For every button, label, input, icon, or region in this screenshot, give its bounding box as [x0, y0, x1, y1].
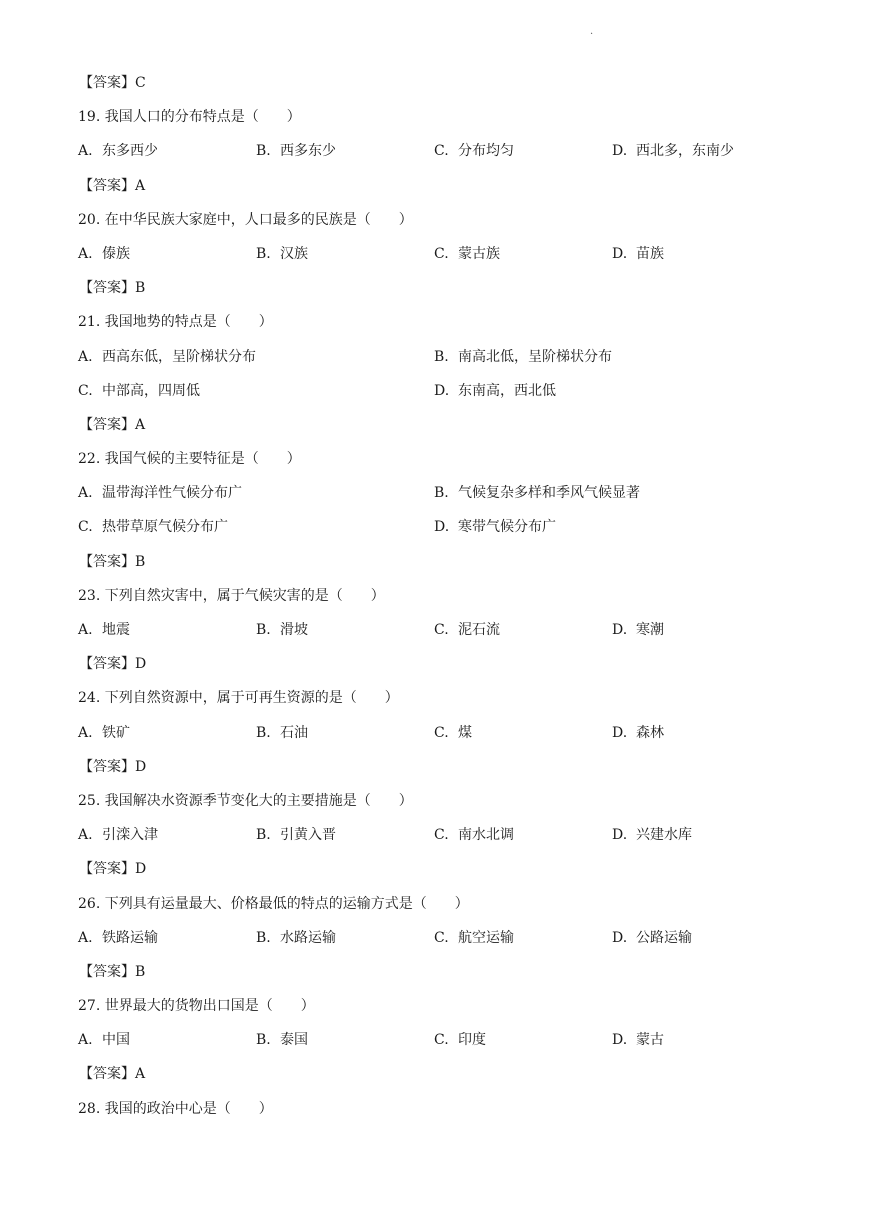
options-row	[78, 137, 798, 171]
option	[78, 479, 434, 513]
question-text: 22. 我国气候的主要特征是（ ）	[78, 451, 301, 468]
option	[78, 821, 256, 855]
option	[78, 513, 434, 547]
option-letter: D.	[612, 827, 628, 844]
question-text: 21. 我国地势的特点是（ ）	[78, 314, 273, 331]
option	[78, 719, 256, 753]
answer-line	[78, 69, 798, 103]
option	[434, 377, 790, 411]
option-text: 中国	[102, 1032, 130, 1049]
option-text: 蒙古	[636, 1032, 664, 1049]
option-letter: B.	[434, 485, 449, 502]
option-letter: D.	[434, 382, 450, 399]
option	[78, 137, 256, 171]
question-line	[78, 890, 798, 924]
answer-line	[78, 274, 798, 308]
option-letter: A.	[78, 245, 93, 262]
option-letter: B.	[256, 143, 271, 160]
option-text: 傣族	[102, 245, 130, 262]
answer-text: 【答案】B	[79, 280, 146, 297]
option-text: 东多西少	[102, 143, 158, 160]
option-letter: A.	[78, 827, 93, 844]
option-text: 南高北低，呈阶梯状分布	[458, 348, 612, 365]
question-line	[78, 308, 798, 342]
option-text: 寒潮	[636, 622, 664, 638]
answer-text: 【答案】D	[79, 656, 147, 673]
answer-line	[78, 411, 798, 445]
option	[434, 240, 612, 274]
option-letter: B.	[256, 245, 271, 262]
option-letter: D.	[612, 1032, 628, 1049]
option-letter: A.	[78, 485, 93, 502]
answer-line	[78, 753, 798, 787]
option-text: 印度	[458, 1032, 486, 1049]
option	[256, 821, 434, 855]
option-letter: B.	[256, 1032, 271, 1049]
option-letter: B.	[256, 724, 271, 741]
answer-text: 【答案】B	[79, 553, 146, 570]
option-letter: C.	[434, 1032, 449, 1049]
answer-line	[78, 1060, 798, 1094]
question-text: 26. 下列具有运量最大、价格最低的特点的运输方式是（ ）	[78, 895, 469, 912]
option	[256, 240, 434, 274]
option-letter: D.	[612, 143, 628, 160]
option	[434, 137, 612, 171]
option	[612, 1026, 790, 1060]
option	[256, 616, 434, 650]
question-text: 25. 我国解决水资源季节变化大的主要措施是（ ）	[78, 792, 413, 809]
answer-text: 【答案】C	[79, 75, 146, 91]
option-text: 东南高，西北低	[458, 382, 556, 399]
option	[78, 616, 256, 650]
option-text: 西多东少	[280, 143, 336, 160]
header-mark: ·	[590, 29, 594, 40]
option-letter: A.	[78, 348, 93, 365]
option-letter: C.	[434, 143, 449, 160]
answer-text: 【答案】D	[79, 861, 147, 878]
option-text: 地震	[102, 622, 130, 638]
question-line	[78, 684, 798, 718]
option-text: 蒙古族	[458, 245, 500, 262]
option-text: 热带草原气候分布广	[102, 519, 228, 536]
option-letter: A.	[78, 622, 93, 638]
question-line	[78, 103, 798, 137]
option	[78, 377, 434, 411]
option-letter: A.	[78, 143, 93, 160]
option	[256, 924, 434, 958]
option-text: 水路运输	[280, 929, 336, 946]
option-letter: D.	[612, 929, 628, 946]
option	[612, 240, 790, 274]
options-row	[78, 343, 798, 377]
option-letter: D.	[612, 622, 628, 638]
answer-line	[78, 650, 798, 684]
option	[434, 513, 790, 547]
option-letter: D.	[434, 519, 450, 536]
option-text: 气候复杂多样和季风气候显著	[458, 485, 640, 502]
option-letter: B.	[434, 348, 449, 365]
options-row	[78, 513, 798, 547]
option	[612, 616, 790, 650]
question-line	[78, 787, 798, 821]
options-row	[78, 616, 798, 650]
option-letter: C.	[78, 519, 93, 536]
option-letter: C.	[434, 622, 449, 638]
answer-text: 【答案】D	[79, 758, 147, 775]
option-letter: A.	[78, 929, 93, 946]
option	[612, 719, 790, 753]
options-row	[78, 719, 798, 753]
option-letter: B.	[256, 827, 271, 844]
options-row	[78, 479, 798, 513]
option-letter: C.	[434, 827, 449, 844]
option-text: 森林	[636, 724, 664, 741]
option-text: 寒带气候分布广	[458, 519, 556, 536]
question-text: 19. 我国人口的分布特点是（ ）	[78, 109, 301, 126]
option-text: 煤	[458, 724, 472, 741]
option-text: 铁路运输	[102, 929, 158, 946]
answer-text: 【答案】A	[79, 416, 146, 433]
question-text: 20. 在中华民族大家庭中，人口最多的民族是（ ）	[78, 211, 413, 228]
option	[256, 1026, 434, 1060]
option-letter: C.	[78, 382, 93, 399]
option-text: 西北多，东南少	[636, 143, 734, 160]
option-text: 引黄入晋	[280, 827, 336, 844]
option-letter: B.	[256, 622, 271, 638]
option	[78, 343, 434, 377]
options-row	[78, 1026, 798, 1060]
option-letter: B.	[256, 929, 271, 946]
question-text: 27. 世界最大的货物出口国是（ ）	[78, 998, 315, 1015]
option-letter: D.	[612, 245, 628, 262]
option	[612, 137, 790, 171]
option-text: 泥石流	[458, 622, 500, 638]
option	[434, 616, 612, 650]
option-text: 泰国	[280, 1032, 308, 1049]
answer-line	[78, 172, 798, 206]
options-row	[78, 924, 798, 958]
option-text: 铁矿	[102, 724, 130, 741]
option	[78, 924, 256, 958]
option-letter: A.	[78, 724, 93, 741]
answer-text: 【答案】B	[79, 963, 146, 980]
option-text: 石油	[280, 724, 308, 741]
option	[434, 924, 612, 958]
option-letter: C.	[434, 724, 449, 741]
answer-line	[78, 548, 798, 582]
option-letter: C.	[434, 929, 449, 946]
answer-text: 【答案】A	[79, 1066, 146, 1083]
question-text: 24. 下列自然资源中，属于可再生资源的是（ ）	[78, 690, 399, 707]
question-line	[78, 445, 798, 479]
option	[434, 719, 612, 753]
options-row	[78, 821, 798, 855]
answer-line	[78, 855, 798, 889]
option	[434, 821, 612, 855]
option-text: 引滦入津	[102, 827, 158, 844]
option-text: 西高东低，呈阶梯状分布	[102, 348, 256, 365]
option-letter: C.	[434, 245, 449, 262]
option	[434, 479, 790, 513]
option-text: 分布均匀	[458, 143, 514, 160]
option	[78, 240, 256, 274]
question-list	[78, 69, 798, 1129]
option	[434, 343, 790, 377]
option	[434, 1026, 612, 1060]
question-line	[78, 1095, 798, 1129]
question-line	[78, 206, 798, 240]
question-text: 23. 下列自然灾害中，属于气候灾害的是（ ）	[78, 587, 385, 604]
answer-line	[78, 958, 798, 992]
options-row	[78, 240, 798, 274]
option-text: 温带海洋性气候分布广	[102, 485, 242, 502]
option-text: 汉族	[280, 245, 308, 262]
option	[256, 137, 434, 171]
option-letter: A.	[78, 1032, 93, 1049]
option-text: 滑坡	[280, 622, 308, 638]
question-line	[78, 582, 798, 616]
option	[256, 719, 434, 753]
options-row	[78, 377, 798, 411]
option-text: 兴建水库	[636, 827, 692, 844]
option	[612, 821, 790, 855]
option-letter: D.	[612, 724, 628, 741]
option-text: 苗族	[636, 245, 664, 262]
answer-text: 【答案】A	[79, 177, 146, 194]
option-text: 公路运输	[636, 929, 692, 946]
question-text: 28. 我国的政治中心是（ ）	[78, 1100, 273, 1117]
question-line	[78, 992, 798, 1026]
option	[78, 1026, 256, 1060]
option	[612, 924, 790, 958]
option-text: 航空运输	[458, 929, 514, 946]
option-text: 南水北调	[458, 827, 514, 844]
option-text: 中部高，四周低	[102, 382, 200, 399]
